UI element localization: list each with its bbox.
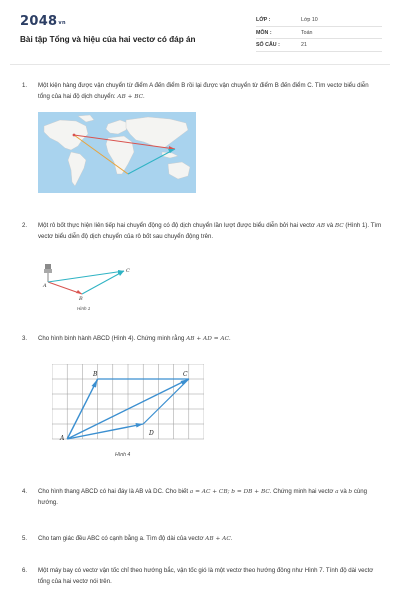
question-text-body: (Hình 1). Tìm vectơ biểu diễn độ dịch chuyển của rô bốt sau chuyển động trên. [38,222,382,240]
robot-icon [45,264,51,269]
figure-caption: Hình 1 [77,306,91,311]
question-text-body: Một kiện hàng được vận chuyển từ điểm A đến điểm B rồi lại được vận chuyển từ điểm B đến điểm C. Tìm vectơ biểu diễn tổng của hai độ dịch chuyển: [38,82,369,100]
question-number: 6. [22,567,28,574]
question-number: 1. [22,82,28,89]
question-text-body: Một rô bốt thực hiện liên tiếp hai chuyển động có độ dịch chuyển lần lượt được biểu diễn bởi hai vectơ [38,222,315,229]
question-text-body: Cho hình thang ABCD có hai đáy là AB và DC. Cho biết [38,488,189,495]
question-number: 2. [22,222,28,229]
segment-dc [143,379,189,424]
hinh-4-figure [52,364,204,464]
page-title: Bài tập Tổng và hiệu của hai vectơ có đáp án [20,35,196,44]
page-header [18,14,382,58]
question-text [38,534,382,545]
meta-label: LỚP : [256,17,271,23]
question-text-body: Cho tam giác đều ABC có cạnh bằng a. Tìm độ dài của vectơ [38,535,204,542]
question-text [38,81,382,102]
question-text-connector: và [326,222,334,229]
meta-row-count [256,39,382,52]
arrowhead-icon [92,379,98,388]
label-c: C [126,268,130,274]
header-divider [10,64,390,65]
question-number: 3. [22,335,28,342]
figure-caption: Hình 4 [115,452,131,458]
grid [52,364,204,439]
meta-label: SỐ CÂU : [256,42,280,48]
question-number: 5. [22,535,28,542]
label-d: D [149,430,154,437]
question-5 [22,534,382,545]
vector-expression: b [348,489,353,495]
logo-main: 2048 [20,14,58,29]
question-text-body: Cho hình bình hành ABCD (Hình 4). Chứng minh rằng [38,335,185,342]
question-text-body: cùng hướng. [38,488,368,506]
vector-ac [48,271,124,282]
arrowhead-icon [181,379,189,385]
question-4 [22,487,382,508]
question-6 [22,566,382,587]
question-number: 4. [22,488,28,495]
point-a [73,134,76,137]
world-map-figure [38,112,196,193]
meta-value: 21 [301,42,307,48]
arrowhead-icon [76,290,82,294]
logo-sub: vn [58,20,66,26]
label-c: C [183,371,188,378]
meta-table [256,14,382,52]
vector-expression: BC [334,223,344,229]
question-text [38,221,382,242]
question-1 [22,81,382,102]
question-3 [22,334,382,345]
robot-body [44,269,52,273]
vector-expression: b = DB + BC. [231,489,272,495]
question-text-body: Chứng minh hai vectơ [273,488,334,495]
question-text [38,334,382,345]
vector-expression: AB + AC. [205,536,233,542]
meta-value: Lớp 10 [301,17,318,23]
question-2 [22,221,382,242]
meta-row-class [256,14,382,27]
label-b: B [93,371,98,378]
question-text [38,487,382,508]
vector-expression: AB [316,223,326,229]
site-logo[interactable] [20,14,66,29]
hinh-1-figure [38,260,138,314]
question-text: Một máy bay có vectơ vận tốc chỉ theo hướng bắc, vận tốc gió là một vectơ theo hướng đông như Hình 7. Tính độ dài vectơ tổng của hai vectơ nói trên. [38,567,374,585]
vector-expression: a = AC + CB; [189,489,230,495]
label-a: A [60,435,65,442]
label-b: B [79,296,83,302]
meta-label: MÔN : [256,29,272,36]
label-a: A [43,283,47,289]
vector-expression: AB + BC. [117,93,145,100]
meta-row-subject [256,27,382,40]
vector-expression: a [335,489,339,495]
vector-ad [67,424,143,439]
vector-expression: AB + AD = AC. [186,336,231,342]
meta-value: Toán [301,29,313,36]
question-text-connector: và [340,488,347,495]
